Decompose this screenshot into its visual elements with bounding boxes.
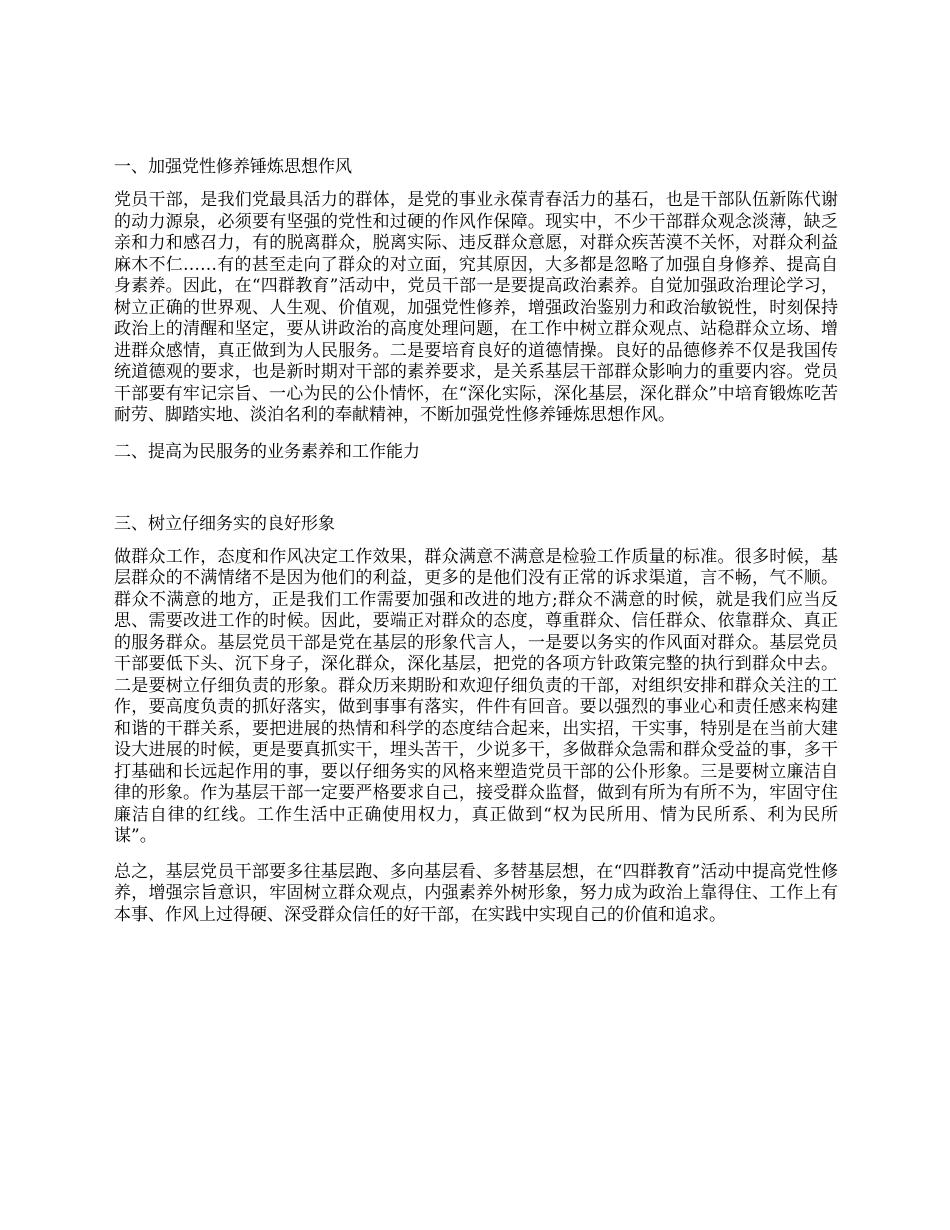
section-3-heading: 三、树立仔细务实的良好形象 <box>114 513 335 534</box>
document-body <box>114 156 838 926</box>
section-3-paragraph: 做群众工作，态度和作风决定工作效果，群众满意不满意是检验工作质量的标准。很多时候，基层群众的不满情绪不是因为他们的利益，更多的是他们没有正常的诉求渠道，言不畅，气不顺。群众不满意的地方，正是我们工作需要加强和改进的地方;群众不满意的时候，就是我们应当反思、需要改进工作的时候。因此，要端正对群众的态度，尊重群众、信任群众、依靠群众、真正的服务群众。基层党员干部是党在基层的形象代言人，一是要以务实的作风面对群众。基层党员干部要低下头、沉下身子，深化群众，深化基层，把党的各项方针政策完整的执行到群众中去。二是要树立仔细负责的形象。群众历来期盼和欢迎仔细负责的干部，对组织安排和群众关注的工作，要高度负责的抓好落实，做到事事有落实，件件有回音。要以强烈的事业心和责任感来构建和谐的干群关系，要把进展的热情和科学的态度结合起来，出实招，干实事，特别是在当前大建设大进展的时候，更是要真抓实干，埋头苦干，少说多干，多做群众急需和群众受益的事，多干打基础和长远起作用的事，要以仔细务实的风格来塑造党员干部的公仆形象。三是要树立廉洁自律的形象。作为基层干部一定要严格要求自己，接受群众监督，做到有所为有所不为，牢固守住廉洁自律的红线。工作生活中正确使用权力，真正做到“权为民所用、情为民所系、利为民所谋”。 <box>114 546 838 846</box>
conclusion-paragraph: 总之，基层党员干部要多往基层跑、多向基层看、多替基层想，在“四群教育”活动中提高党性修养，增强宗旨意识，牢固树立群众观点，内强素养外树形象，努力成为政治上靠得住、工作上有本事、作风上过得硬、深受群众信任的好干部，在实践中实现自己的价值和追求。 <box>114 861 838 925</box>
section-1-paragraph: 党员干部，是我们党最具活力的群体，是党的事业永葆青春活力的基石，也是干部队伍新陈代谢的动力源泉，必须要有坚强的党性和过硬的作风作保障。现实中，不少干部群众观念淡薄，缺乏亲和力和感召力，有的脱离群众，脱离实际、违反群众意愿，对群众疾苦漠不关怀，对群众利益麻木不仁……有的甚至走向了群众的对立面，究其原因，大多都是忽略了加强自身修养、提高自身素养。因此，在“四群教育”活动中，党员干部一是要提高政治素养。自觉加强政治理论学习，树立正确的世界观、人生观、价值观，加强党性修养，增强政治鉴别力和政治敏锐性，时刻保持政治上的清醒和坚定，要从讲政治的高度处理问题，在工作中树立群众观点、站稳群众立场、增进群众感情，真正做到为人民服务。二是要培育良好的道德情操。良好的品德修养不仅是我国传统道德观的要求，也是新时期对干部的素养要求，是关系基层干部群众影响力的重要内容。党员干部要有牢记宗旨、一心为民的公仆情怀，在“深化实际，深化基层，深化群众”中培育锻炼吃苦耐劳、脚踏实地、淡泊名利的奉献精神，不断加强党性修养锤炼思想作风。 <box>114 190 838 425</box>
section-2-heading: 二、提高为民服务的业务素养和工作能力 <box>114 441 420 462</box>
section-1-heading: 一、加强党性修养锤炼思想作风 <box>114 157 352 177</box>
